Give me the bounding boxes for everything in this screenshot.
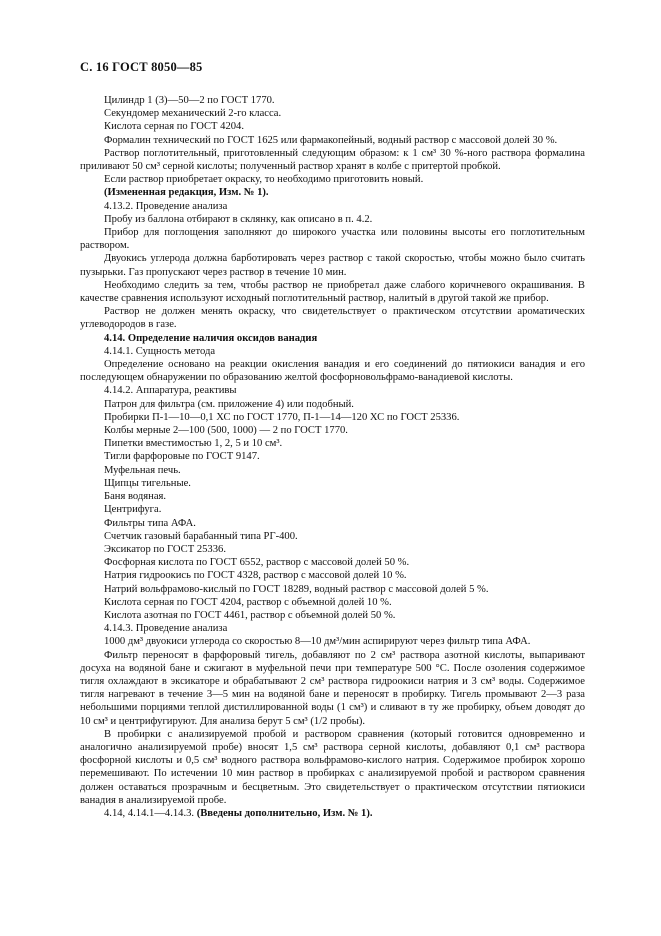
paragraph-text: Цилиндр 1 (3)—50—2 по ГОСТ 1770. <box>104 95 275 106</box>
paragraph <box>80 424 585 437</box>
paragraph-text: Тигли фарфоровые по ГОСТ 9147. <box>104 451 260 463</box>
paragraph <box>80 503 585 516</box>
paragraph <box>80 728 585 807</box>
paragraph <box>80 279 585 305</box>
paragraph-text: 4.13.2. Проведение анализа <box>104 200 228 212</box>
paragraph <box>80 477 585 490</box>
paragraph-text: 4.14.1. Сущность метода <box>104 345 216 357</box>
paragraph <box>80 147 585 173</box>
paragraph-text: Баня водяная. <box>104 491 167 503</box>
paragraph-text: (Измененная редакция, Изм. № 1). <box>104 187 269 199</box>
paragraph-text: Кислота азотная по ГОСТ 4461, раствор с объемной долей 50 %. <box>104 609 396 621</box>
paragraph-text: Кислота серная по ГОСТ 4204, раствор с объемной долей 10 %. <box>104 596 392 608</box>
paragraph-text: Натрий вольфрамово-кислый по ГОСТ 18289, водный раствор с массовой долей 5 %. <box>104 583 489 595</box>
paragraph <box>80 517 585 530</box>
paragraph <box>80 464 585 477</box>
paragraph-text: Щипцы тигельные. <box>104 477 191 489</box>
paragraph-text: Кислота серная по ГОСТ 4204. <box>104 121 244 133</box>
paragraph-text: В пробирки с анализируемой пробой и раствором сравнения (который готовится одновременно и аналогично анализируемой пробе) вносят 1,5 см³ раствора серной кислоты, добавляют 0,1 см³ раствора фосфорной кислоты и 0,5 см³ водного раствора вольфрамово-кислого натрия. Содержимое пробирок хорошо перемешивают. По истечении 10 мин раствор в пробирках с анализируемой пробой и раствором сравнения должен оставаться прозрачным и бесцветным. Это свидетельствует о практическом отсутствии пятиокиси ванадия в анализируемой пробе. <box>80 728 585 806</box>
paragraph-text: Фильтры типа АФА. <box>104 517 196 529</box>
paragraph <box>80 649 585 728</box>
paragraph-text: Натрия гидроокись по ГОСТ 4328, раствор с массовой долей 10 %. <box>104 570 407 582</box>
paragraph-text: Раствор не должен менять окраску, что свидетельствует о практическом отсутствии ароматических углеводородов в газе. <box>80 306 585 331</box>
paragraph-text: Эксикатор по ГОСТ 25336. <box>104 543 226 555</box>
paragraph <box>80 622 585 635</box>
paragraph-text: Если раствор приобретает окраску, то необходимо приготовить новый. <box>104 174 424 186</box>
paragraph <box>80 305 585 331</box>
paragraph-text: Секундомер механический 2-го класса. <box>104 108 282 120</box>
paragraph-text: Муфельная печь. <box>104 464 181 476</box>
paragraph <box>80 134 585 147</box>
paragraph-text: Пипетки вместимостью 1, 2, 5 и 10 см³. <box>104 438 283 450</box>
paragraph <box>80 107 585 120</box>
paragraph-text: Определение основано на реакции окисления ванадия и его соединений до пятиокиси ванадия и его последующем обнаружении по образованию желтой фосфорновольфрамо-ванадиевой кислоты. <box>80 359 585 384</box>
paragraph-text: 4.14.3. Проведение анализа <box>104 623 228 635</box>
paragraph <box>80 635 585 648</box>
paragraph <box>80 332 585 345</box>
paragraph <box>80 358 585 384</box>
paragraph <box>80 569 585 582</box>
paragraph-text: Необходимо следить за тем, чтобы раствор не приобретал даже слабого коричневого окрашивания. В качестве сравнения используют исходный поглотительный раствор, налитый в другой такой же прибор. <box>80 279 585 305</box>
paragraph <box>80 543 585 556</box>
page-header: С. 16 ГОСТ 8050—85 <box>80 60 203 74</box>
document-body <box>80 94 585 820</box>
paragraph <box>80 556 585 569</box>
paragraph-text: 4.14. Определение наличия оксидов ванадия <box>104 332 318 344</box>
paragraph <box>80 384 585 397</box>
paragraph <box>80 345 585 358</box>
paragraph-text: Пробирки П-1—10—0,1 ХС по ГОСТ 1770, П-1—14—120 ХС по ГОСТ 25336. <box>104 411 460 423</box>
paragraph <box>80 200 585 213</box>
paragraph-text: Колбы мерные 2—100 (500, 1000) — 2 по ГОСТ 1770. <box>104 425 348 437</box>
paragraph <box>80 807 585 820</box>
paragraph <box>80 173 585 186</box>
paragraph-note: (Введены дополнительно, Изм. № 1). <box>196 807 373 819</box>
paragraph-text: Прибор для поглощения заполняют до широкого участка или половины высоты его поглотительным раствором. <box>80 227 585 252</box>
paragraph-text: Формалин технический по ГОСТ 1625 или фармакопейный, водный раствор с массовой долей 30 %. <box>104 134 558 146</box>
paragraph <box>80 398 585 411</box>
paragraph <box>80 186 585 199</box>
paragraph <box>80 609 585 622</box>
paragraph <box>80 252 585 278</box>
paragraph <box>80 490 585 503</box>
paragraph-text: Счетчик газовый барабанный типа РГ-400. <box>104 530 298 542</box>
paragraph <box>80 94 585 107</box>
paragraph <box>80 583 585 596</box>
paragraph-text: 4.14.2. Аппаратура, реактивы <box>104 385 237 397</box>
paragraph-text: Фильтр переносят в фарфоровый тигель, добавляют по 2 см³ раствора азотной кислоты, выпаривают досуха на водяной бане и сжигают в муфельной печи при температуре 500 °С. После озоления содержимое тигля охлаждают в эксикаторе и обрабатывают 2 см³ раствора гидроокиси натрия и 3 см³ воды. Содержимое тигля нагревают в течение 3—5 мин на водяной бане и переносят в пробирку. Тигель промывают 2—3 раза небольшими порциями теплой дистиллированной воды (1 см³) и сливают в ту же пробирку, объем доводят до 10 см³ и центрифугируют. Для анализа берут 5 см³ (1/2 пробы). <box>80 649 585 727</box>
paragraph-text: Центрифуга. <box>104 504 162 516</box>
paragraph <box>80 450 585 463</box>
paragraph-text: 1000 дм³ двуокиси углерода со скоростью 8—10 дм³/мин аспирируют через фильтр типа АФА. <box>104 636 531 648</box>
paragraph-text: Патрон для фильтра (см. приложение 4) или подобный. <box>104 398 354 410</box>
paragraph-text: 4.14, 4.14.1—4.14.3. <box>104 807 197 819</box>
paragraph <box>80 530 585 543</box>
paragraph <box>80 596 585 609</box>
paragraph <box>80 437 585 450</box>
paragraph-text: Двуокись углерода должна барботировать через раствор с такой скоростью, чтобы можно было считать пузырьки. Газ пропускают через раствор в течение 10 мин. <box>80 253 585 278</box>
paragraph <box>80 213 585 226</box>
paragraph-text: Фосфорная кислота по ГОСТ 6552, раствор с массовой долей 50 %. <box>104 557 410 569</box>
paragraph <box>80 226 585 252</box>
paragraph <box>80 120 585 133</box>
paragraph-text: Пробу из баллона отбирают в склянку, как описано в п. 4.2. <box>104 213 373 225</box>
paragraph-text: Раствор поглотительный, приготовленный следующим образом: к 1 см³ 30 %-ного раствора формалина приливают 50 см³ серной кислоты; полученный раствор хранят в колбе с притертой пробкой. <box>80 147 585 173</box>
paragraph <box>80 411 585 424</box>
